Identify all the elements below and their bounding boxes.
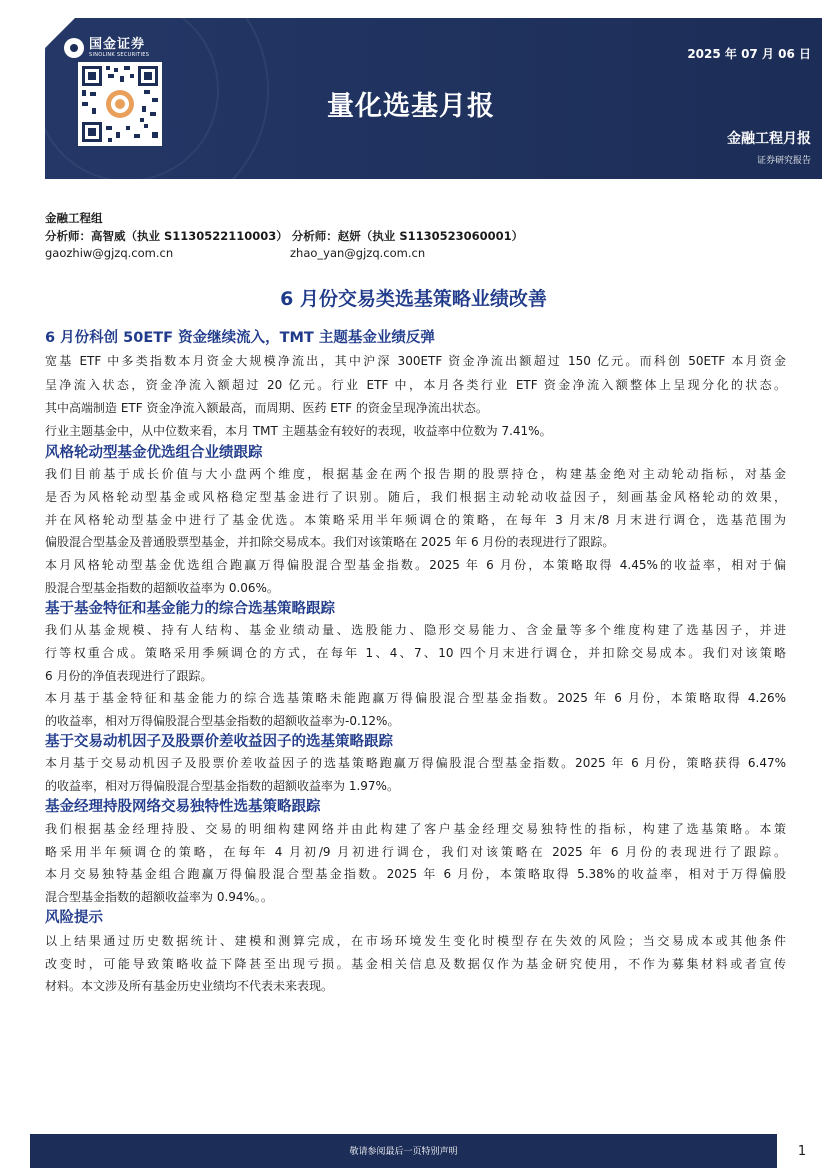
body-line: 行业主题基金中，从中位数来看，本月 TMT 主题基金有较好的表现，收益率中位数为 7.41%。 (45, 424, 552, 438)
logo-icon (64, 38, 84, 58)
report-date: 2025 年 07 月 06 日 (687, 47, 811, 61)
report-title: 量化选基月报 (327, 91, 495, 122)
section-heading: 基于基金特征和基金能力的综合选基策略跟踪 (45, 601, 335, 617)
analyst-email-1[interactable]: gaozhiw@gjzq.com.cn (45, 246, 174, 260)
body-line: 的收益率，相对万得偏股混合型基金指数的超额收益率为-0.12%。 (45, 714, 400, 728)
body-line: 行等权重合成。策略采用季频调仓的方式，在每年 1、4、7、10 四个月末进行调仓，并扣除交易成本。我们对该策略 (45, 646, 786, 660)
research-group: 金融工程组 (45, 211, 103, 225)
body-line: 其中高端制造 ETF 资金净流入额最高，而周期、医药 ETF 的资金呈现净流出状态。 (45, 401, 488, 415)
body-line: 呈净流入状态，资金净流入额超过 20 亿元。行业 ETF 中，本月各类行业 ETF 资金净流入额整体上呈现分化的状态。 (45, 378, 786, 392)
body-line: 略采用半年频调仓的策略，在每年 4 月初/9 月初进行调仓，我们对该策略在 2025 年 6 月份的表现进行了跟踪。 (45, 845, 786, 859)
page-number: 1 (797, 1143, 807, 1159)
body-line: 本月风格轮动型基金优选组合跑赢万得偏股混合型基金指数。2025 年 6 月份，本策略取得 4.45%的收益率，相对于偏 (45, 558, 786, 572)
body-line: 本月交易独特基金组合跑赢万得偏股混合型基金指数。2025 年 6 月份，本策略取得 5.38%的收益率，相对于万得偏股 (45, 867, 786, 881)
body-line: 宽基 ETF 中多类指数本月资金大规模净流出，其中沪深 300ETF 资金净流出额超过 150 亿元。而科创 50ETF 本月资金 (45, 354, 786, 368)
main-title: 6 月份交易类选基策略业绩改善 (280, 288, 547, 310)
body-line: 我们根据基金经理持股、交易的明细构建网络并由此构建了客户基金经理交易独特性的指标，构建了选基策略。本策 (45, 822, 786, 836)
body-line: 的收益率，相对万得偏股混合型基金指数的超额收益率为 1.97%。 (45, 779, 399, 793)
body-line: 并在风格轮动型基金中进行了基金优选。本策略采用半年频调仓的策略，在每年 3 月末/8 月末进行调仓，选基范围为 (45, 513, 786, 527)
body-line: 偏股混合型基金及普通股票型基金，并扣除交易成本。我们对该策略在 2025 年 6 月份的表现进行了跟踪。 (45, 535, 615, 549)
logo-name-en: SINOLINK SECURITIES (89, 52, 150, 58)
section-heading: 风险提示 (45, 910, 103, 926)
body-line: 我们目前基于成长价值与大小盘两个维度，根据基金在两个报告期的股票持仓，构建基金绝对主动轮动指标，对基金 (45, 467, 786, 481)
body-line: 改变时，可能导致策略收益下降甚至出现亏损。基金相关信息及数据仅作为基金研究使用，不作为募集材料或者宣传 (45, 957, 786, 971)
body-line: 材料。本文涉及所有基金历史业绩均不代表未来表现。 (45, 979, 334, 993)
body-line: 股混合型基金指数的超额收益率为 0.06%。 (45, 581, 279, 595)
report-series: 金融工程月报 (727, 131, 811, 147)
body-line: 本月基于交易动机因子及股票价差收益因子的选基策略跑赢万得偏股混合型基金指数。2025 年 6 月份，策略获得 6.47% (45, 756, 786, 770)
logo-text (89, 38, 149, 58)
report-type: 证券研究报告 (756, 156, 811, 166)
body-line: 本月基于基金特征和基金能力的综合选基策略未能跑赢万得偏股混合型基金指数。2025 年 6 月份，本策略取得 4.26% (45, 691, 786, 705)
section-heading: 6 月份科创 50ETF 资金继续流入，TMT 主题基金业绩反弹 (45, 330, 435, 346)
section-heading: 基于交易动机因子及股票价差收益因子的选基策略跟踪 (45, 734, 393, 750)
qr-code-icon (78, 62, 162, 146)
body-line: 是否为风格轮动型基金或风格稳定型基金进行了识别。随后，我们根据主动轮动收益因子，刻画基金风格轮动的效果， (45, 490, 786, 504)
analyst-email-2[interactable]: zhao_yan@gjzq.com.cn (290, 246, 426, 260)
body-line: 以上结果通过历史数据统计、建模和测算完成，在市场环境发生变化时模型存在失效的风险；当交易成本或其他条件 (45, 934, 786, 948)
logo-name-cn: 国金证券 (89, 37, 146, 52)
footer-bar (30, 1134, 777, 1168)
body-line: 混合型基金指数的超额收益率为 0.94%。。 (45, 890, 273, 904)
section-heading: 风格轮动型基金优选组合业绩跟踪 (45, 445, 263, 461)
body-line: 6 月份的净值表现进行了跟踪。 (45, 669, 213, 683)
section-heading: 基金经理持股网络交易独特性选基策略跟踪 (45, 799, 321, 815)
body-line: 我们从基金规模、持有人结构、基金业绩动量、选股能力、隐形交易能力、含金量等多个维度构建了选基因子，并进 (45, 623, 786, 637)
company-logo (64, 38, 149, 58)
analyst-line: 分析师：高智威（执业 S1130522110003） 分析师：赵妍（执业 S1130523060001） (45, 229, 524, 243)
footer-disclaimer: 敬请参阅最后一页特别声明 (349, 1147, 458, 1157)
